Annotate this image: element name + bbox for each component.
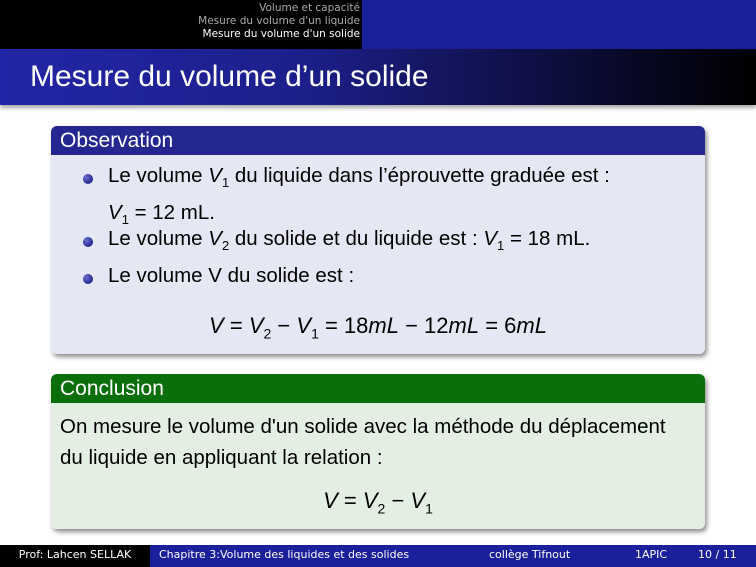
conclusion-block	[51, 374, 705, 529]
conclusion-body	[51, 403, 705, 529]
footer-level: 1APIC	[635, 548, 668, 561]
bullet-icon	[83, 274, 93, 284]
footer-author: Prof: Lahcen SELLAK	[0, 545, 150, 567]
footer-page-number: 10 / 11	[698, 548, 737, 561]
footer-chapter: Chapitre 3:Volume des liquides et des solides	[159, 548, 410, 561]
footer-info	[150, 545, 756, 567]
observation-item-2: Le volume $V_2$ du solide et du liquide est : $V_1 = 18$ mL.	[108, 227, 591, 254]
observation-item-3: Le volume V du solide est :	[108, 264, 355, 287]
slide-title: Mesure du volume d’un solide	[30, 60, 429, 93]
conclusion-formula: $V = V_2 - V_1$	[323, 488, 433, 517]
bullet-icon	[83, 237, 93, 247]
conclusion-text: On mesure le volume d'un solide avec la méthode du déplacement du liquide en appliquant la relation :	[60, 415, 666, 469]
conclusion-heading: Conclusion	[51, 374, 705, 403]
section-navigation	[0, 2, 362, 41]
observation-formula: $V = V_2 - V_1 = 18mL - 12mL = 6mL$	[209, 313, 547, 342]
bullet-icon	[83, 174, 93, 184]
footer-school: collège Tifnout	[489, 548, 571, 561]
nav-item-volume-solide[interactable]: Mesure du volume d'un solide	[202, 28, 360, 40]
footer-bar	[0, 545, 756, 567]
nav-item-volume-capacite[interactable]: Volume et capacité	[259, 2, 360, 14]
observation-block	[51, 126, 705, 354]
title-bar	[0, 49, 756, 105]
observation-heading: Observation	[51, 126, 705, 155]
observation-item-1: Le volume $V_1$ du liquide dans l’éprouvette graduée est : $V_1 = 12$ mL.	[108, 164, 610, 228]
observation-body	[51, 155, 705, 354]
nav-item-volume-liquide[interactable]: Mesure du volume d'un liquide	[198, 15, 360, 27]
